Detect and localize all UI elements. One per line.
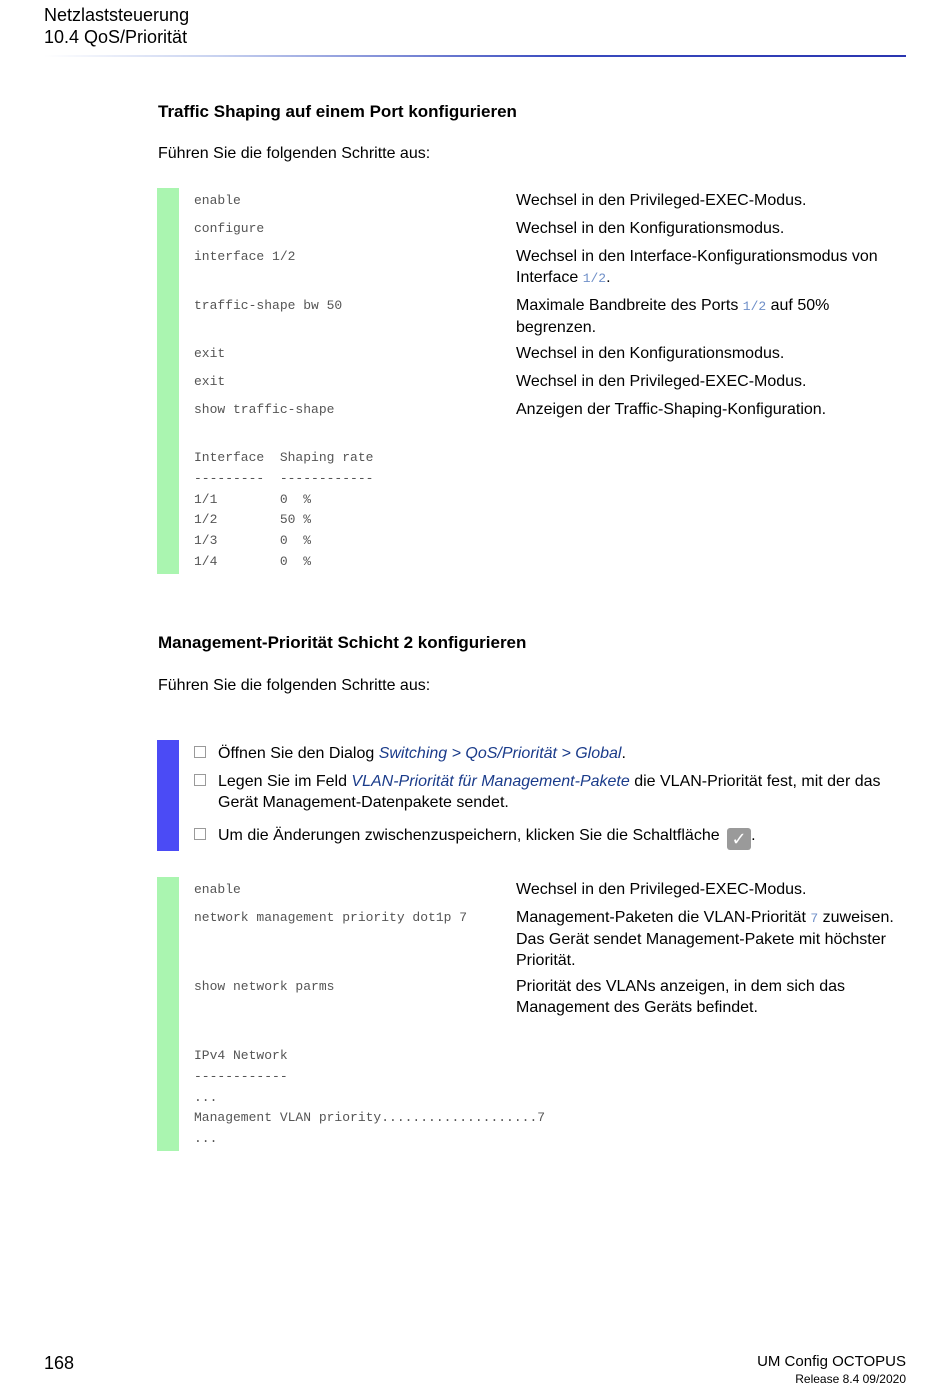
output-line: Management VLAN priority....................7 <box>194 1110 546 1126</box>
command: exit <box>194 346 226 361</box>
output-line: ... <box>194 1089 218 1105</box>
step-item: Legen Sie im Feld VLAN-Priorität für Management-Pakete die VLAN-Priorität fest, mit der das Gerät Management-Datenpakete sendet. <box>194 771 904 813</box>
inline-code: 7 <box>810 911 819 926</box>
command-description: Wechsel in den Interface-Konfigurationsmodus von Interface 1/2. <box>516 248 878 286</box>
checkbox-icon <box>194 828 206 840</box>
dialog-path-link: Switching > QoS/Priorität > Global <box>378 745 622 762</box>
command: show traffic-shape <box>194 402 335 417</box>
chapter-title: Netzlaststeuerung <box>44 5 190 25</box>
traffic-shaping-heading: Traffic Shaping auf einem Port konfigurieren <box>158 102 517 121</box>
document-title: UM Config OCTOPUS <box>757 1353 906 1370</box>
output-line: 1/4 0 % <box>194 553 312 569</box>
command-description: Priorität des VLANs anzeigen, in dem sich das Management des Geräts befindet. <box>516 978 846 1016</box>
field-name-link: VLAN-Priorität für Management-Pakete <box>351 773 630 790</box>
command: interface 1/2 <box>194 249 296 264</box>
cli-bar <box>157 188 179 574</box>
command-description: Maximale Bandbreite des Ports 1/2 auf 50% begrenzen. <box>516 297 830 336</box>
command: network management priority dot1p 7 <box>194 910 468 925</box>
command-description: Wechsel in den Konfigurationsmodus. <box>516 345 785 362</box>
output-line: 1/3 0 % <box>194 533 312 549</box>
output-line: 1/2 50 % <box>194 512 312 528</box>
checkmark-save-icon: ✓ <box>727 828 751 850</box>
command: traffic-shape bw 50 <box>194 298 343 313</box>
step-item: Öffnen Sie den Dialog Switching > QoS/Priorität > Global. <box>194 743 904 764</box>
command-description: Management-Paketen die VLAN-Priorität 7 zuweisen. Das Gerät sendet Management-Pakete mit höchster Priorität. <box>516 909 894 969</box>
section-title: 10.4 QoS/Priorität <box>44 27 188 47</box>
command-description: Wechsel in den Privileged-EXEC-Modus. <box>516 881 807 898</box>
command: exit <box>194 374 226 389</box>
page-number: 168 <box>44 1353 75 1373</box>
command-description: Anzeigen der Traffic-Shaping-Konfiguration. <box>516 401 827 418</box>
checkbox-icon <box>194 774 206 786</box>
release-info: Release 8.4 09/2020 <box>795 1372 906 1386</box>
command-description: Wechsel in den Privileged-EXEC-Modus. <box>516 192 807 209</box>
command-description: Wechsel in den Privileged-EXEC-Modus. <box>516 373 807 390</box>
command-description: Wechsel in den Konfigurationsmodus. <box>516 220 785 237</box>
mgmt-priority-intro: Führen Sie die folgenden Schritte aus: <box>158 677 431 694</box>
cli-output <box>194 1046 545 1150</box>
output-line: 1/1 0 % <box>194 491 312 507</box>
command: show network parms <box>194 979 335 994</box>
output-line: --------- ------------ <box>194 470 374 486</box>
step-item: Um die Änderungen zwischenzuspeichern, klicken Sie die Schaltfläche ✓ . <box>194 825 904 850</box>
command: enable <box>194 882 241 897</box>
command: configure <box>194 221 265 236</box>
output-line: ... <box>194 1131 218 1147</box>
checkbox-icon <box>194 746 206 758</box>
output-line: ------------ <box>194 1068 288 1084</box>
mgmt-priority-heading: Management-Priorität Schicht 2 konfigurieren <box>158 633 527 652</box>
inline-code: 1/2 <box>582 271 607 286</box>
inline-code: 1/2 <box>742 299 767 314</box>
command: enable <box>194 193 241 208</box>
cli-bar <box>157 877 179 1151</box>
gui-bar <box>157 740 179 851</box>
output-line: Interface Shaping rate <box>194 450 374 465</box>
output-line: IPv4 Network <box>194 1048 288 1063</box>
header-rule <box>44 55 906 57</box>
cli-output <box>194 448 373 573</box>
traffic-shaping-intro: Führen Sie die folgenden Schritte aus: <box>158 145 431 162</box>
